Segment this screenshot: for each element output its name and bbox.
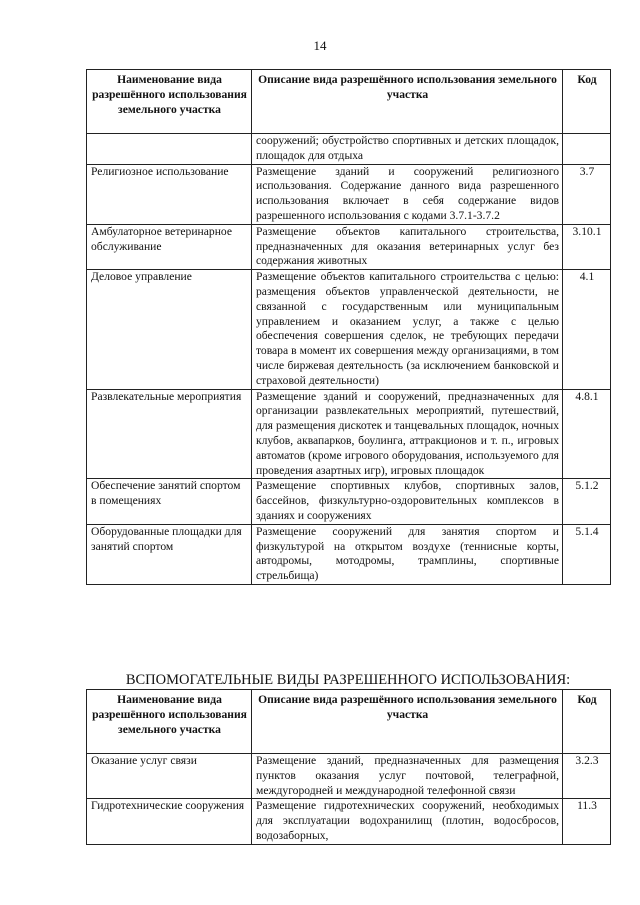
table-row — [87, 799, 611, 844]
row-code: 3.2.3 — [563, 754, 611, 799]
row-description: Размещение гидротехнических сооружений, необходимых для эксплуатации водохранилищ (плотин, водосбросов, водозаборных, — [252, 799, 563, 844]
table-header-row — [87, 690, 611, 754]
row-code: 5.1.2 — [563, 479, 611, 524]
header-name: Наименование вида разрешённого использования земельного участка — [87, 70, 252, 134]
table-row — [87, 524, 611, 584]
row-description: Размещение объектов капитального строительства с целью: размещения объектов управленческой деятельности, не связанной с государственным или муниципальным управлением и оказанием услуг, а также с целью обеспечения совершения сделок, не требующих передачи товара в момент их совершения между организациями, в том числе биржевая деятельность (за исключением банковской и страховой деятельности) — [252, 270, 563, 389]
header-code: Код — [563, 70, 611, 134]
header-code: Код — [563, 690, 611, 754]
header-name: Наименование вида разрешённого использования земельного участка — [87, 690, 252, 754]
table-row — [87, 164, 611, 224]
header-description: Описание вида разрешённого использования земельного участка — [252, 690, 563, 754]
row-code: 4.1 — [563, 270, 611, 389]
table-row — [87, 754, 611, 799]
table-row — [87, 389, 611, 479]
row-description: Размещение спортивных клубов, спортивных залов, бассейнов, физкультурно-оздоровительных комплексов в зданиях и сооружениях — [252, 479, 563, 524]
row-code: 4.8.1 — [563, 389, 611, 479]
row-description: Размещение объектов капитального строительства, предназначенных для оказания ветеринарных услуг без содержания животных — [252, 224, 563, 269]
main-land-use-table — [86, 69, 611, 585]
auxiliary-uses-heading: ВСПОМОГАТЕЛЬНЫЕ ВИДЫ РАЗРЕШЕННОГО ИСПОЛЬЗОВАНИЯ: — [125, 672, 571, 688]
table-row — [87, 224, 611, 269]
row-code: 3.10.1 — [563, 224, 611, 269]
table-row — [87, 270, 611, 389]
row-name: Гидротехнические сооружения — [87, 799, 252, 844]
row-name: Оказание услуг связи — [87, 754, 252, 799]
row-code: 11.3 — [563, 799, 611, 844]
row-description: Размещение сооружений для занятия спортом и физкультурой на открытом воздухе (теннисные корты, автодромы, мотодромы, трамплины, спортивные стрельбища) — [252, 524, 563, 584]
row-description: Размещение зданий, предназначенных для размещения пунктов оказания услуг почтовой, телеграфной, междугородней и международной телефонной связи — [252, 754, 563, 799]
row-name: Обеспечение занятий спортом в помещениях — [87, 479, 252, 524]
header-description: Описание вида разрешённого использования земельного участка — [252, 70, 563, 134]
row-name: Оборудованные площадки для занятий спортом — [87, 524, 252, 584]
row-name: Деловое управление — [87, 270, 252, 389]
row-name: Религиозное использование — [87, 164, 252, 224]
row-name — [87, 134, 252, 165]
table-row — [87, 134, 611, 165]
row-description: Размещение зданий и сооружений религиозного использования. Содержание данного вида разрешенного использования включает в себя содержание видов разрешенного использования с кодами 3.7.1-3.7.2 — [252, 164, 563, 224]
page-number: 14 — [313, 38, 327, 53]
table-row — [87, 479, 611, 524]
row-code: 3.7 — [563, 164, 611, 224]
row-description: сооружений; обустройство спортивных и детских площадок, площадок для отдыха — [252, 134, 563, 165]
row-name: Развлекательные мероприятия — [87, 389, 252, 479]
row-description: Размещение зданий и сооружений, предназначенных для организации развлекательных мероприятий, путешествий, для размещения дискотек и танцевальных площадок, ночных клубов, аквапарков, боулинга, аттракционов и т. п., игровых автоматов (кроме игрового оборудования, используемого для проведения азартных игр), игровых площадок — [252, 389, 563, 479]
auxiliary-land-use-table — [86, 689, 611, 845]
table-header-row — [87, 70, 611, 134]
row-code: 5.1.4 — [563, 524, 611, 584]
row-name: Амбулаторное ветеринарное обслуживание — [87, 224, 252, 269]
row-code — [563, 134, 611, 165]
